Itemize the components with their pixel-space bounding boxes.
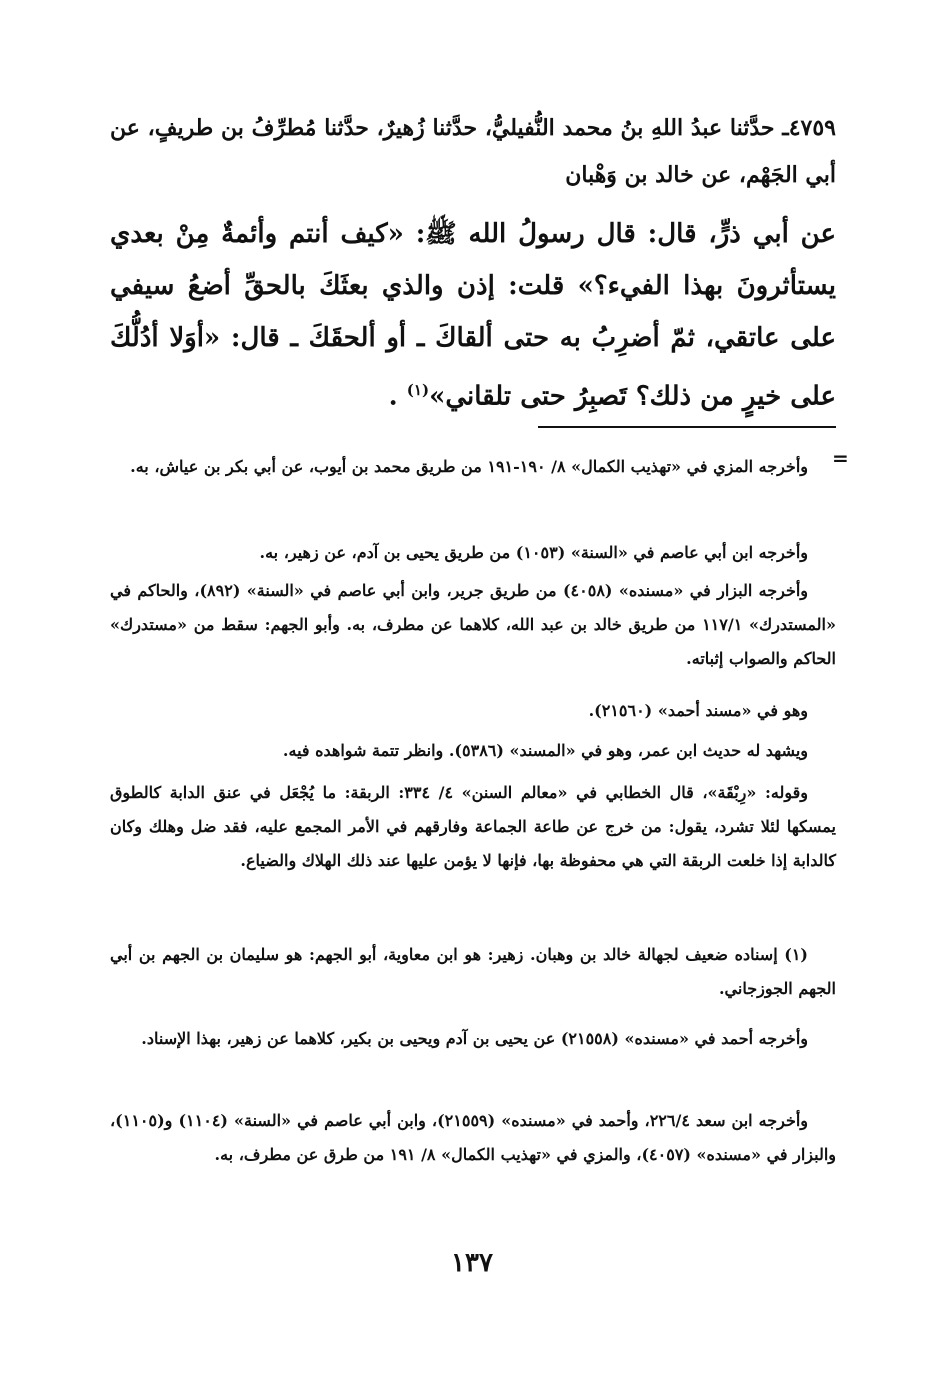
hadith-matn [110,208,836,423]
footnote-paragraph-8-text: وأخرجه أحمد في «مسنده» (٢١٥٥٨) عن يحيى بن آدم ويحيى بن بكير، كلاهما عن زهير، بهذا الإسناد. [141,1029,808,1048]
footnote-paragraph-4-text: وهو في «مسند أحمد» (٢١٥٦٠). [588,701,808,720]
footnote-paragraph-1 [110,450,836,484]
footnote-paragraph-9-text: وأخرجه ابن سعد ٢٢٦/٤، وأحمد في «مسنده» (٢١٥٥٩)، وابن أبي عاصم في «السنة» (١١٠٤) و(١١٠٥)، والبزار في «مسنده» (٤٠٥٧)، والمزي في «تهذيب الكمال» ٨/ ١٩١ من طرق عن مطرف، به. [110,1111,836,1164]
footnote-paragraph-1-text: وأخرجه المزي في «تهذيب الكمال» ٨/ ١٩٠-١٩١ من طريق محمد بن أيوب، عن أبي بكر بن عياش، به. [130,457,808,476]
footnote-paragraph-2-text: وأخرجه ابن أبي عاصم في «السنة» (١٠٥٣) من طريق يحيى بن آدم، عن زهير، به. [259,543,808,562]
footnote-paragraph-9 [110,1104,836,1172]
page-number: ١٣٧ [451,1248,493,1278]
footnote-paragraph-4 [110,694,836,728]
end-dot: . [388,381,398,412]
footnote-paragraph-3-text: وأخرجه البزار في «مسنده» (٤٠٥٨) من طريق جرير، وابن أبي عاصم في «السنة» (٨٩٢)، والحاكم في «المستدرك» ١١٧/١ من طريق خالد بن عبد الله، كلاهما عن مطرف، به. وأبو الجهم: سقط من «مستدرك» الحاكم والصواب إثباته. [110,581,836,668]
hadith-matn-text: عن أبي ذرٍّ، قال: قال رسولُ الله ﷺ: «كيف أنتم وأئمةٌ مِنْ بعدي يستأثرونَ بهذا الفيء؟» قلت: إذن والذي بعثَكَ بالحقِّ أضعُ سيفي على عاتقي، ثمّ أضرِبُ به حتى ألقاكَ ـ أو ألحقَكَ ـ قال: «أوَلا أدُلُّكَ على خيرٍ من ذلك؟ تَصبِرُ حتى تلقاني» [110,219,836,412]
footnote-paragraph-5-text: ويشهد له حديث ابن عمر، وهو في «المسند» (٥٣٨٦). وانظر تتمة شواهده فيه. [282,741,808,760]
footnote-paragraph-6 [110,776,836,878]
footnote-paragraph-7 [110,938,836,1006]
hadith-isnad-text: ٤٧٥٩ـ حدَّثنا عبدُ اللهِ بنُ محمد النُّفيليُّ، حدَّثنا زُهيرٌ، حدَّثنا مُطرِّفُ بن طريفٍ، عن أبي الجَهْم، عن خالد بن وَهْبان [110,115,836,188]
footnote-paragraph-5 [110,734,836,768]
footnote-reference: (١) [406,381,430,399]
footnote-paragraph-8 [110,1022,836,1056]
footnote-paragraph-3 [110,574,836,676]
footnote-paragraph-2 [110,536,836,570]
hadith-isnad [110,105,836,199]
footnote-paragraph-6-text: وقوله: «رِبْقَة»، قال الخطابي في «معالم السنن» ٤/ ٣٣٤: الربقة: ما يُجْعَل في عنق الدابة كالطوق يمسكها لئلا تشرد، يقول: من خرج عن طاعة الجماعة وفارقهم في الأمر المجمع عليه، فقد ضل وهلك وكان كالدابة إذا خلعت الربقة التي هي محفوظة بها، فإنها لا يؤمن عليها عند ذلك الهلاك والضياع. [110,783,836,870]
footnote-separator [538,426,836,428]
footnote-paragraph-7-text: (١) إسناده ضعيف لجهالة خالد بن وهبان. زهير: هو ابن معاوية، أبو الجهم: هو سليمان بن الجهم بن أبي الجهم الجوزجاني. [110,945,836,998]
continuation-mark: = [832,446,849,470]
